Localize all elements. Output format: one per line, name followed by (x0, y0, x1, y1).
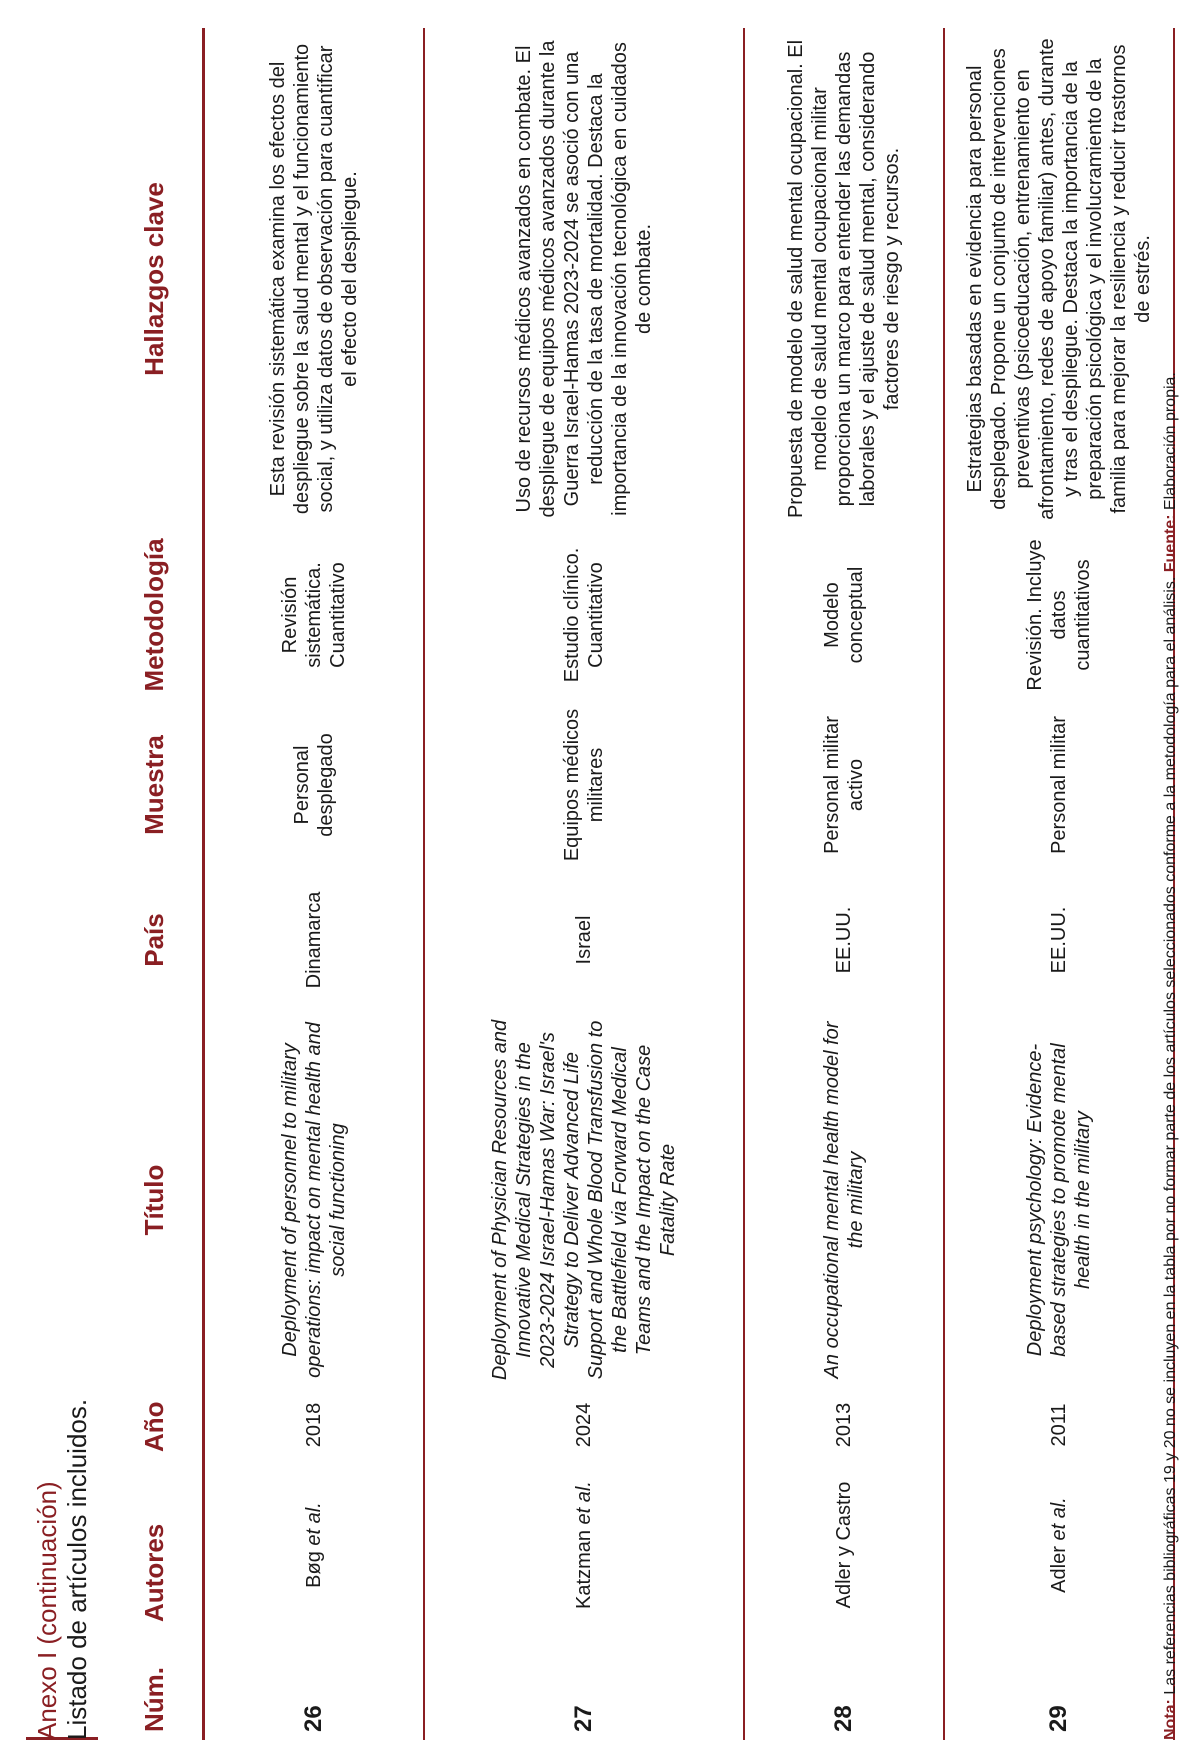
cell-findings: Uso de recursos médicos avanzados en combate. El despliegue de equipos médicos avanzados durante la Guerra Israel-Hamas 2023-2024 se asoció con una reducción de la tasa de mortalidad. Destaca la importancia de la innovación tecnológica en cuidados de combate. (424, 28, 744, 530)
articles-table (106, 28, 1175, 1740)
cell-num: 26 (204, 1630, 424, 1740)
cell-authors (204, 1460, 424, 1630)
author-etal: et al. (572, 1481, 595, 1525)
author-etal: et al. (302, 1502, 325, 1546)
header-title: Título (106, 1010, 204, 1390)
cell-method: Estudio clínico. Cuantitativo (424, 530, 744, 700)
table-note (1162, 28, 1180, 1740)
cell-method: Modelo conceptual (744, 530, 944, 700)
cell-country: Israel (424, 870, 744, 1010)
table-row (204, 28, 424, 1740)
cell-country: EE.UU. (944, 870, 1174, 1010)
cell-sample: Personal militar (944, 700, 1174, 870)
source-text: Elaboración propia. (1162, 372, 1179, 510)
cell-num: 29 (944, 1630, 1174, 1740)
header-sample: Muestra (106, 700, 204, 870)
cell-title: An occupational mental health model for the military (744, 1010, 944, 1390)
header-authors: Autores (106, 1460, 204, 1630)
cell-method: Revisión sistemática. Cuantitativo (204, 530, 424, 700)
caption (32, 40, 92, 1740)
cell-findings: Esta revisión sistemática examina los efectos del despliegue sobre la salud mental y el funcionamiento social, y utiliza datos de observación para cuantificar el efecto del despliegue. (204, 28, 424, 530)
note-label: Nota: (1162, 1699, 1179, 1740)
cell-country: Dinamarca (204, 870, 424, 1010)
cell-authors (944, 1460, 1174, 1630)
cell-sample: Personal militar activo (744, 700, 944, 870)
cell-findings: Propuesta de modelo de salud mental ocupacional. El modelo de salud mental ocupacional militar proporciona un marco para entender las demandas laborales y el ajuste de salud mental, considerando factores de riesgo y recursos. (744, 28, 944, 530)
author-name: Adler y Castro (832, 1481, 855, 1609)
source-label: Fuente: (1162, 514, 1179, 573)
annex-subtitle: Listado de artículos incluidos. (62, 1398, 92, 1740)
author-name: Katzman (572, 1530, 595, 1609)
annex-title: Anexo I (continuación) (32, 1481, 62, 1740)
cell-findings: Estrategias basadas en evidencia para personal desplegado. Propone un conjunto de intervenciones preventivas (psicoeducación, entrenamiento en afrontamiento, redes de apoyo familiar) antes, durante y tras el despliegue. Destaca la importancia de la preparación psicológica y el involucramiento de la familia para mejorar la resiliencia y reducir trastornos de estrés. (944, 28, 1174, 530)
header-num: Núm. (106, 1630, 204, 1740)
cell-title: Deployment of personnel to military operations: impact on mental health and social functioning (204, 1010, 424, 1390)
note-text: Las referencias bibliográficas 19 y 20 no se incluyen en la tabla por no formar parte de los artículos seleccionados conforme a la metodología para el análisis. (1162, 576, 1179, 1695)
table-row (744, 28, 944, 1740)
author-name: Bøg (302, 1551, 325, 1588)
table-row (944, 28, 1174, 1740)
cell-method: Revisión. Incluye datos cuantitativos (944, 530, 1174, 700)
author-etal: et al. (1047, 1497, 1070, 1541)
cell-title: Deployment of Physician Resources and Innovative Medical Strategies in the 2023-2024 Israel-Hamas War: Israel's Strategy to Deliver Advanced Life Support and Whole Blood Transfusion to the Battlefield via Forward Medical Teams and the Impact on the Case Fatality Rate (424, 1010, 744, 1390)
header-year: Año (106, 1390, 204, 1460)
cell-num: 28 (744, 1630, 944, 1740)
cell-year: 2013 (744, 1390, 944, 1460)
header-method: Metodología (106, 530, 204, 700)
cell-year: 2018 (204, 1390, 424, 1460)
author-name: Adler (1047, 1546, 1070, 1593)
cell-sample: Personal desplegado (204, 700, 424, 870)
cell-sample: Equipos médicos militares (424, 700, 744, 870)
table-row (424, 28, 744, 1740)
cell-num: 27 (424, 1630, 744, 1740)
header-row (106, 28, 204, 1740)
cell-authors (424, 1460, 744, 1630)
cell-authors (744, 1460, 944, 1630)
cell-year: 2011 (944, 1390, 1174, 1460)
cell-title: Deployment psychology: Evidence-based strategies to promote mental health in the military (944, 1010, 1174, 1390)
cell-country: EE.UU. (744, 870, 944, 1010)
header-findings: Hallazgos clave (106, 28, 204, 530)
cell-year: 2024 (424, 1390, 744, 1460)
header-country: País (106, 870, 204, 1010)
